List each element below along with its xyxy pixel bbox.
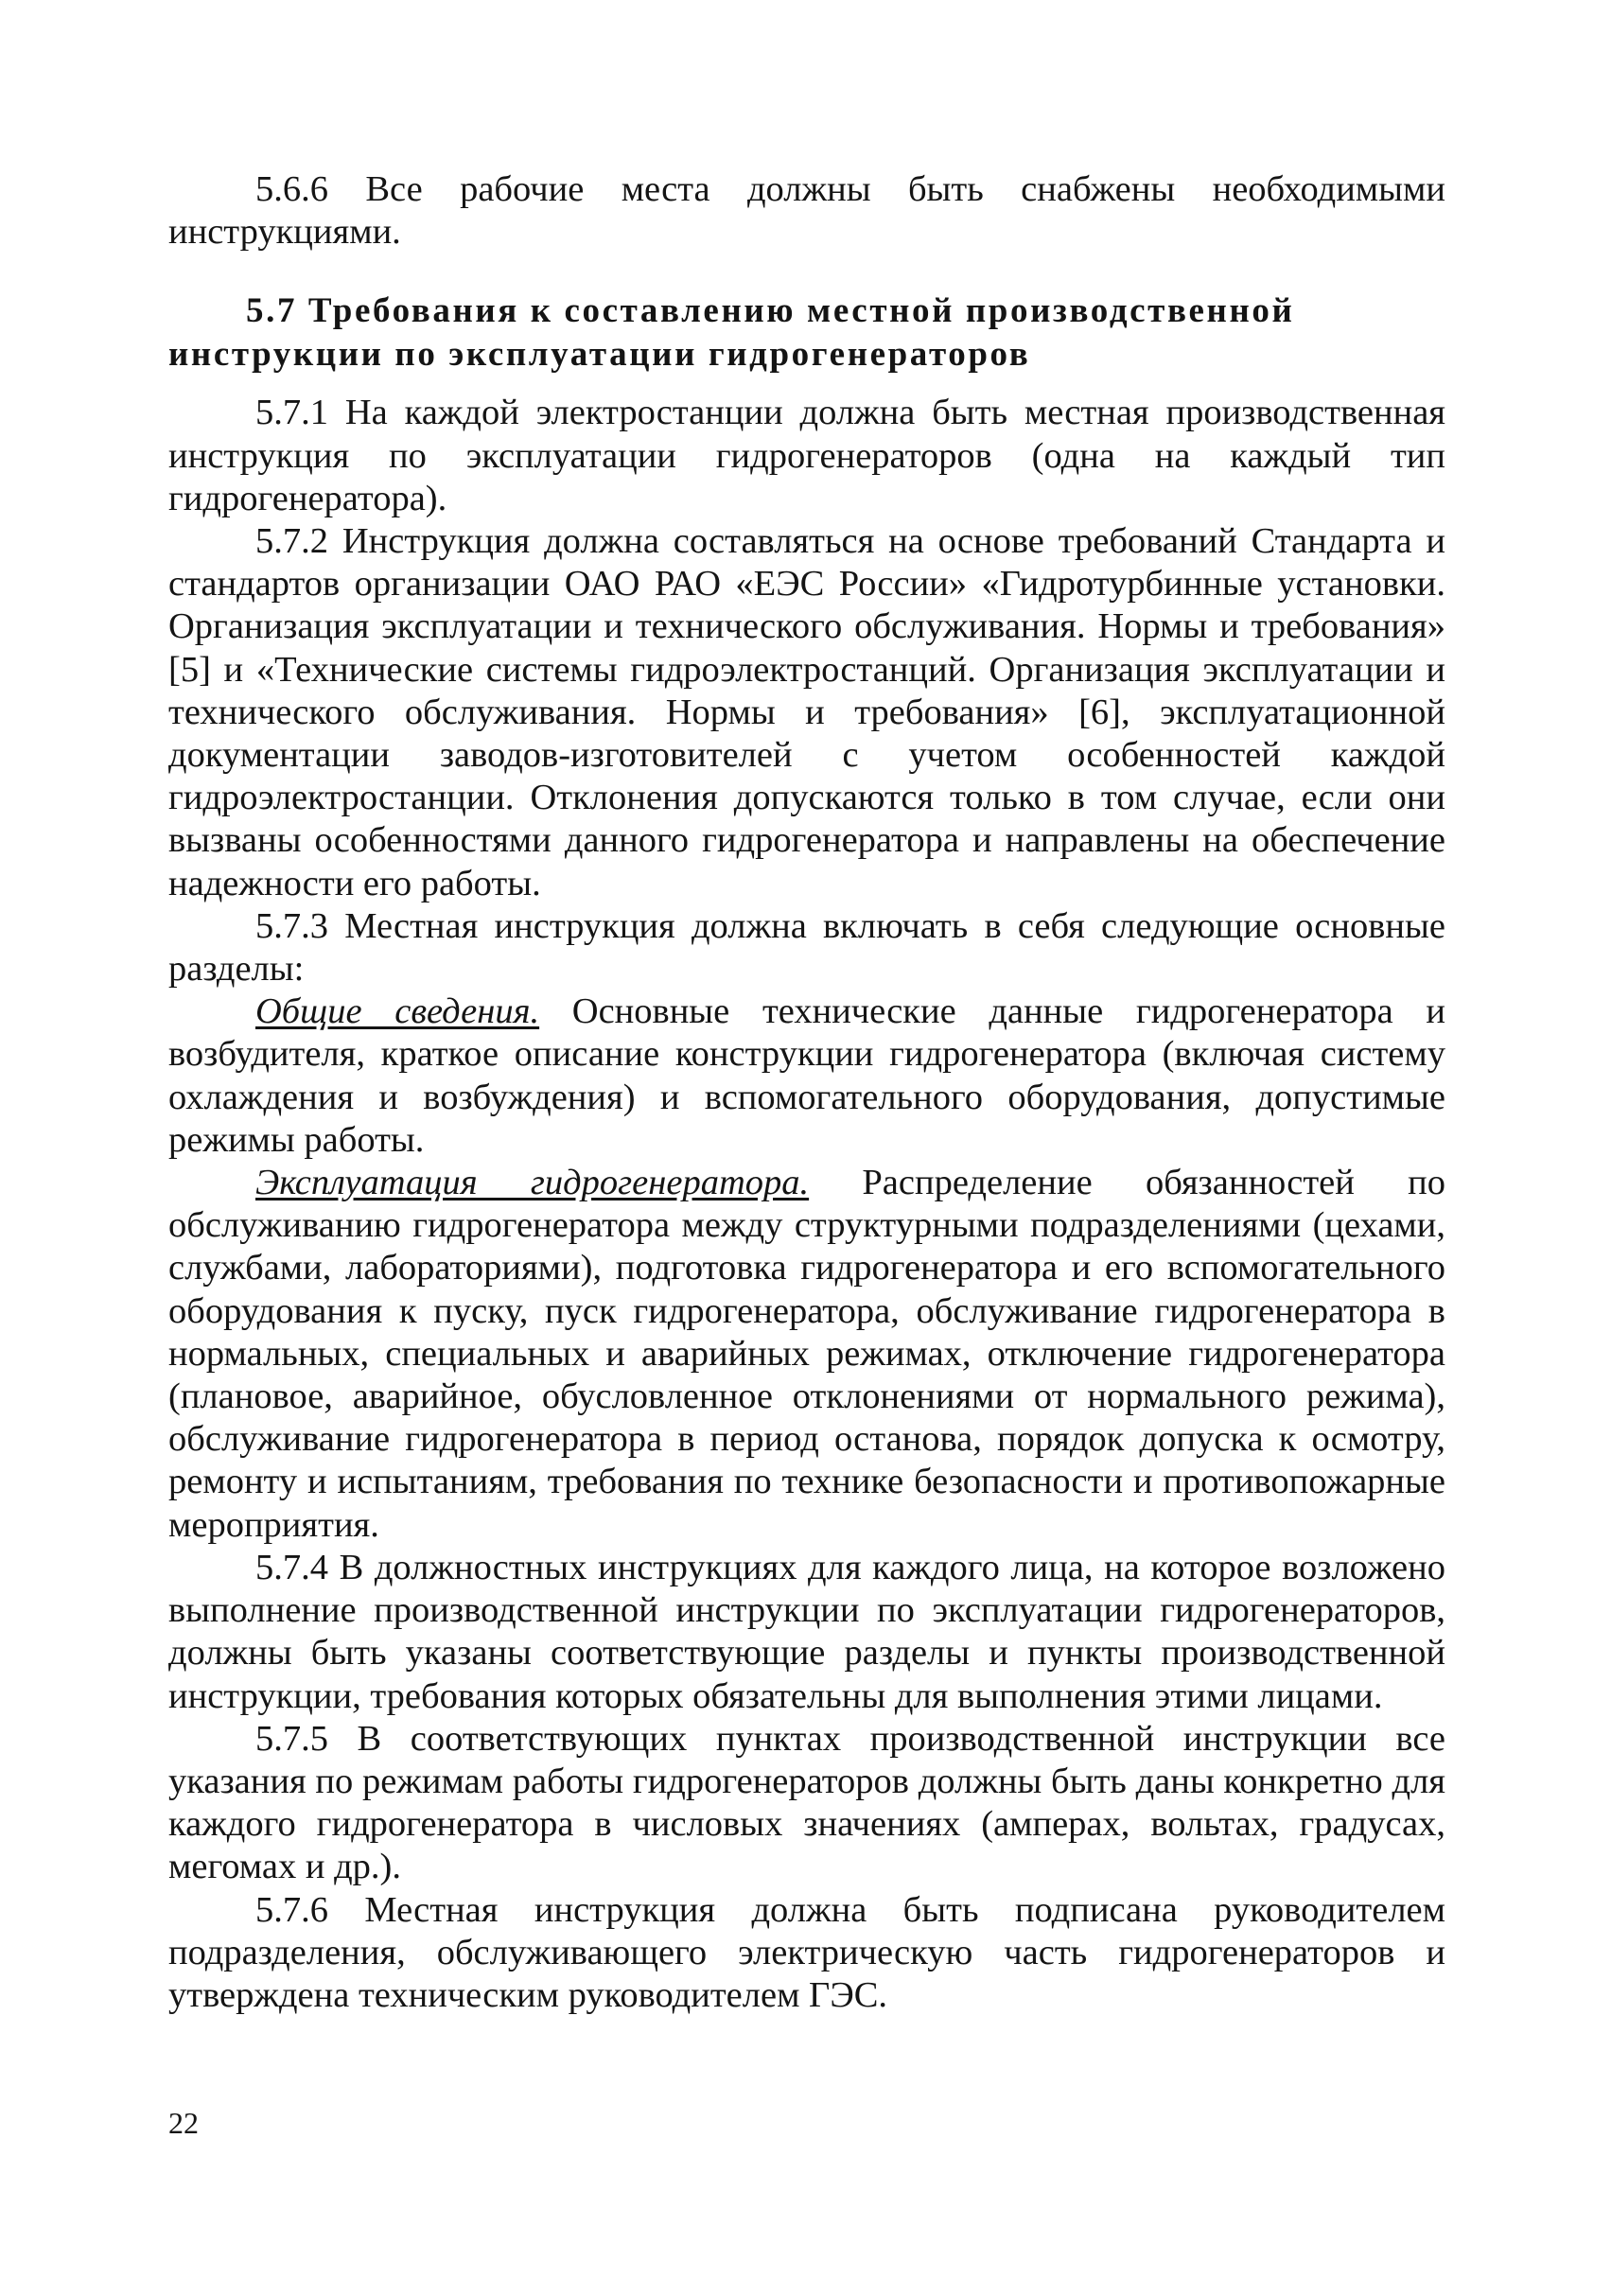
spacer xyxy=(168,254,1445,289)
paragraph-5-6-6: 5.6.6 Все рабочие места должны быть снабжены необходимыми инструкциями. xyxy=(168,169,1445,253)
spacer xyxy=(168,377,1445,392)
paragraph-operation xyxy=(168,1162,1445,1547)
page-number: 22 xyxy=(168,2106,199,2140)
general-info-text: Основные технические данные гидрогенератора и возбудителя, краткое описание конструкции гидрогенератора (включая систему охлаждения и возбуждения) и вспомогательного оборудования, допустимые режимы работы. xyxy=(168,991,1445,1160)
paragraph-5-7-3: 5.7.3 Местная инструкция должна включать в себя следующие основные разделы: xyxy=(168,905,1445,990)
general-info-lead: Общие сведения. xyxy=(255,991,540,1032)
paragraph-5-7-1: 5.7.1 На каждой электростанции должна быть местная производственная инструкция по эксплуатации гидрогенераторов (одна на каждый тип гидрогенератора). xyxy=(168,393,1445,518)
operation-text: Распределение обязанностей по обслуживанию гидрогенератора между структурными подразделениями (цехами, службами, лабораториями), подготовка гидрогенератора и его вспомогательного оборудования к пуску, пуск гидрогенератора, обслуживание гидрогенератора в нормальных, специальных и аварийных режимах, отключение гидрогенератора (плановое, аварийное, обусловленное отклонениями от нормального режима), обслуживание гидрогенератора в период останова, порядок допуска к осмотру, ремонту и испытаниям, требования по технике безопасности и противопожарные мероприятия. xyxy=(168,1163,1445,1545)
page-content xyxy=(168,168,1445,2017)
paragraph-5-7-2: 5.7.2 Инструкция должна составляться на основе требований Стандарта и стандартов организации ОАО РАО «ЕЭС России» «Гидротурбинные установки. Организация эксплуатации и технического обслуживания. Нормы и требования» [5] и «Технические системы гидроэлектростанций. Организация эксплуатации и технического обслуживания. Нормы и требования» [6], эксплуатационной документации заводов-изготовителей с учетом особенностей каждой гидроэлектростанции. Отклонения допускаются только в том случае, если они вызваны особенностями данного гидрогенератора и направлены на обеспечение надежности его работы. xyxy=(168,521,1445,903)
paragraph-general-info xyxy=(168,990,1445,1162)
section-heading-5-7: 5.7 Требования к составлению местной производственной инструкции по эксплуатации гидрогенераторов xyxy=(168,291,1295,375)
operation-lead: Эксплуатация гидрогенератора. xyxy=(255,1163,810,1203)
paragraph-5-7-4: 5.7.4 В должностных инструкциях для каждого лица, на которое возложено выполнение производственной инструкции по эксплуатации гидрогенераторов, должны быть указаны соответствующие разделы и пункты производственной инструкции, требования которых обязательны для выполнения этими лицами. xyxy=(168,1547,1445,1716)
paragraph-5-7-5: 5.7.5 В соответствующих пунктах производственной инструкции все указания по режимам работы гидрогенераторов должны быть даны конкретно для каждого гидрогенератора в числовых значениях (амперах, вольтах, градусах, мегомах и др.). xyxy=(168,1718,1445,1887)
paragraph-5-7-6: 5.7.6 Местная инструкция должна быть подписана руководителем подразделения, обслуживающего электрическую часть гидрогенераторов и утверждена техническим руководителем ГЭС. xyxy=(168,1889,1445,2015)
